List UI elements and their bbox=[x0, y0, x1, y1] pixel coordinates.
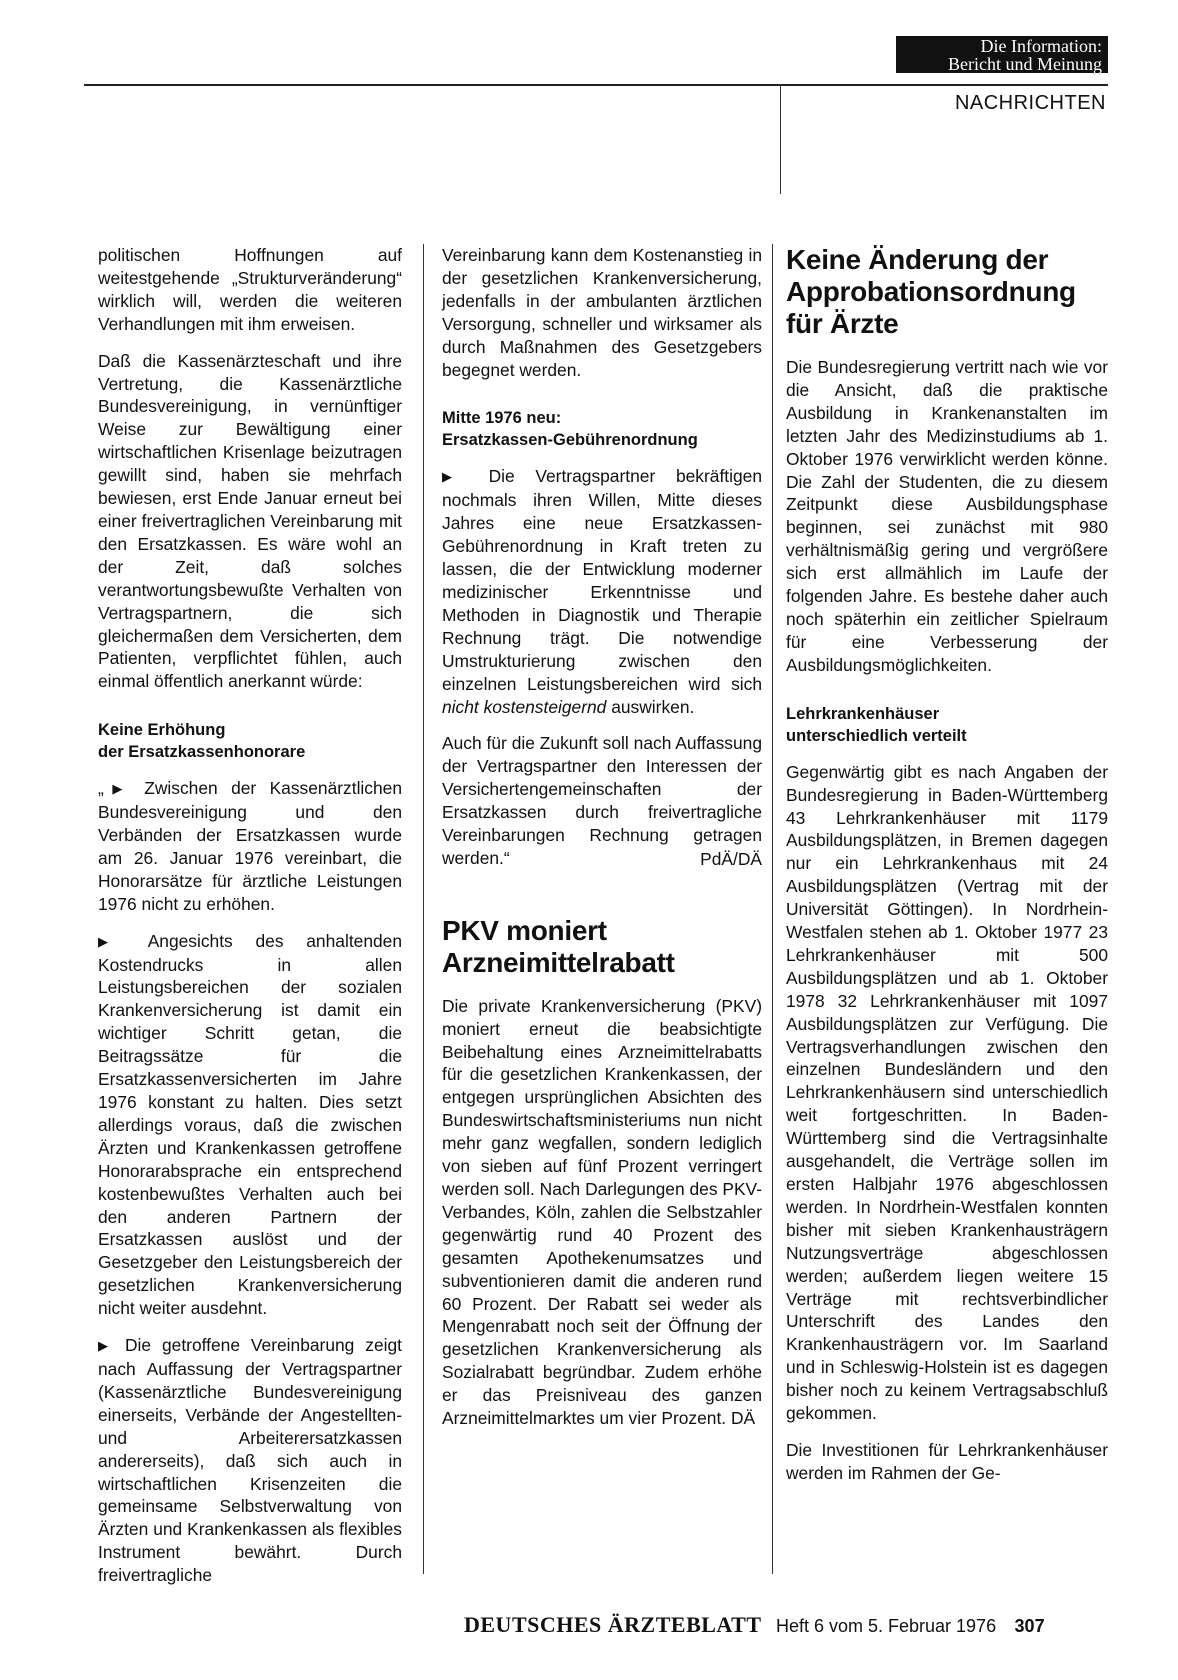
paragraph: Vereinbarung kann dem Kostenanstieg in der gesetzlichen Krankenversicherung, jedenfalls in der ambulanten ärztlichen Versorgung, schneller und wirksamer als durch Maßnahmen des Gesetzgebers begegnet werden. bbox=[442, 245, 762, 380]
paragraph: Die Bundesregierung vertritt nach wie vor die Ansicht, daß die praktische Ausbildung in Krankenanstalten im letzten Jahr des Medizinstudiums ab 1. Oktober 1976 verwirklicht werden könne. Die Zahl der Studenten, die zu diesem Zeitpunkt diese Ausbildungsphase beginnen, sei zunächst mit 980 verhältnismäßig gering und vergrößere sich erst allmählich im Laufe der folgenden Jahre. Es bestehe daher auch noch späterhin ein zeitlicher Spielraum für eine Verbesserung der Ausbildungsmöglichkeiten. bbox=[786, 357, 1108, 675]
journal-title: DEUTSCHES ÄRZTEBLATT bbox=[464, 1612, 762, 1637]
section-label-line2: Bericht und Meinung bbox=[948, 54, 1102, 74]
headline bbox=[786, 244, 1108, 340]
paragraph: Die Investitionen für Lehrkrankenhäuser werden im Rahmen der Ge- bbox=[786, 1439, 1108, 1483]
paragraph-text: auswirken. bbox=[611, 696, 695, 717]
paragraph: Daß die Kassenärzteschaft und ihre Vertretung, die Kassenärztliche Bundesvereinigung, in vernünftiger Weise zur Bewältigung einer wirtschaftlichen Krisenlage beizutragen gewillt sind, haben sie mehrfach bewiesen, erst Ende Januar erneut bei einer freivertraglichen Vereinbarung mit den Ersatzkassen. Es wäre wohl an der Zeit, daß solches verantwortungsbewußte Verhalten von Vertragspartnern, die sich gleichermaßen dem Versicherten, dem Patienten, verpflichtet fühlen, auch einmal öffentlich anerkannt würde: bbox=[98, 350, 402, 692]
paragraph-text: Auch für die Zukunft soll nach Auffassung der Vertragspartner den Interessen der Versichertengemeinschaften der Ersatzkassen durch freivertragliche Vereinbarungen Rechnung getragen werden.“ bbox=[442, 733, 762, 868]
section-title: NACHRICHTEN bbox=[954, 92, 1106, 114]
headline-line: für Ärzte bbox=[786, 308, 899, 339]
subheading bbox=[98, 719, 402, 763]
headline-line: Arzneimittelrabatt bbox=[442, 946, 675, 978]
paragraph bbox=[442, 995, 762, 1430]
section-label-line1: Die Information: bbox=[980, 36, 1102, 56]
paragraph-text: Zwischen der Kassenärztlichen Bundesvereinigung und den Verbänden der Ersatzkassen wurde am 26. Januar 1976 vereinbart, die Honorarsätze für ärztliche Leistungen 1976 nicht zu erhöhen. bbox=[98, 778, 403, 914]
subheading-line: der Ersatzkassenhonorare bbox=[98, 743, 306, 762]
paragraph bbox=[442, 465, 762, 718]
paragraph-text: Die private Krankenversicherung (PKV) moniert erneut die beabsichtigte Beibehaltung eines Arzneimittelrabatts für die gesetzlichen Krankenkassen, der entgegen ursprünglichen Absichten des Bundeswirtschaftsministeriums nun nicht mehr ganz wegfallen, sondern lediglich von sieben auf fünf Prozent verringert werden soll. Nach Darlegungen des PKV-Verbandes, Köln, zahlen die Selbstzahler gegenwärtig rund 40 Prozent des gesamten Apothekenumsatzes und subventionieren damit die anderen rund 60 Prozent. Der Rabatt sei weder als Mengenrabatt noch seit der Öffnung der gesetzlichen Krankenversicherung als Sozialrabatt begründbar. Zudem erhöhe er das Preisniveau des ganzen Arzneimittelmarktes um vier Prozent. bbox=[442, 995, 762, 1429]
headline-line: Keine Änderung der bbox=[786, 244, 1049, 275]
paragraph bbox=[98, 1334, 402, 1587]
source-credit: PdÄ/DÄ bbox=[700, 848, 762, 869]
header-rule bbox=[84, 84, 1108, 86]
subheading-line: Lehrkrankenhäuser bbox=[786, 704, 940, 723]
issue-info: Heft 6 vom 5. Februar 1976 bbox=[775, 1616, 997, 1636]
header-vertical-rule bbox=[780, 84, 781, 194]
page-footer bbox=[464, 1612, 1104, 1638]
paragraph bbox=[98, 777, 402, 915]
headline-line: PKV moniert bbox=[442, 914, 607, 946]
subheading-line: Ersatzkassen-Gebührenordnung bbox=[442, 431, 698, 450]
triangle-right-icon: ▶ bbox=[442, 469, 468, 485]
subheading-line: Keine Erhöhung bbox=[98, 721, 226, 740]
subheading-line: unterschiedlich verteilt bbox=[786, 726, 967, 745]
emphasis: nicht kostensteigernd bbox=[442, 696, 607, 717]
quote-mark: „ bbox=[98, 778, 104, 799]
triangle-right-icon: ▶ bbox=[98, 933, 126, 949]
page-number: 307 bbox=[1014, 1616, 1045, 1636]
paragraph-text: Angesichts des anhaltenden Kostendrucks in allen Leistungsbereichen der sozialen Krankenversicherung ist damit ein wichtiger Schritt getan, die Beitragssätze für die Ersatzkassenversicherten im Jahre 1976 konstant zu halten. Dies setzt allerdings voraus, daß die zwischen Ärzten und Krankenkassen getroffene Honorarabsprache ein entsprechend kostenbewußtes Verhalten auch bei den anderen Partnern der Ersatzkassen auslöst und der Gesetzgeber den Leistungsbereich der gesetzlichen Krankenversicherung nicht weiter ausdehnt. bbox=[98, 930, 403, 1319]
paragraph: politischen Hoffnungen auf weitestgehende „Strukturveränderung“ wirklich will, werden die weiteren Verhandlungen mit ihm erweisen. bbox=[98, 245, 402, 334]
column-2 bbox=[442, 244, 762, 1444]
paragraph-text: Die Vertragspartner bekräftigen nochmals ihren Willen, Mitte dieses Jahres eine neue Ersatzkassen-Gebührenordnung in Kraft treten zu lassen, die der Entwicklung moderner medizinischer Erkenntnisse und Methoden in Diagnostik und Therapie Rechnung trägt. Die notwendige Umstrukturierung zwischen den einzelnen Leistungsbereichen wird sich bbox=[442, 466, 762, 694]
headline-line: Approbationsordnung bbox=[786, 276, 1076, 307]
section-label-box bbox=[896, 36, 1108, 73]
paragraph-text: Die getroffene Vereinbarung zeigt nach Auffassung der Vertragspartner (Kassenärztliche Bundesvereinigung einerseits, Verbände der Angestellten- und Arbeiterersatzkassen andererseits), daß sich auch in wirtschaftlichen Krisenzeiten die gemeinsame Selbstverwaltung von Ärzten und Krankenkassen als flexibles Instrument bewährt. Durch freivertragliche bbox=[98, 1335, 402, 1586]
triangle-right-icon: ▶ bbox=[103, 781, 131, 797]
column-1 bbox=[98, 244, 402, 1601]
column-3 bbox=[786, 244, 1108, 1499]
paragraph: Gegenwärtig gibt es nach Angaben der Bundesregierung in Baden-Württemberg 43 Lehrkrankenhäuser mit 1179 Ausbildungsplätzen, in Bremen dagegen nur ein Lehrkrankenhaus mit 24 Ausbildungsplätzen (Vertrag mit der Universität Göttingen). In Nordrhein-Westfalen stehen ab 1. Oktober 1977 23 Lehrkrankenhäuser mit 500 Ausbildungsplätzen und ab 1. Oktober 1978 32 Lehrkrankenhäuser mit 1097 Ausbildungsplätzen zur Verfügung. Die Vertragsverhandlungen zwischen den einzelnen Bundesländern und den Lehrkrankenhäusern sind unterschiedlich weit fortgeschritten. In Baden-Württemberg sind die Vertragsinhalte ausgehandelt, die Verträge sollen im ersten Halbjahr 1976 abgeschlossen werden. In Nordrhein-Westfalen konnten bisher mit sieben Krankenhausträgern Nutzungsverträge abgeschlossen werden; außerdem liegen weitere 15 Verträge mit rechtsverbindlicher Unterschrift des Landes den Krankenhausträgern vor. Im Saarland und in Schleswig-Holstein ist es dagegen bisher noch zu keinem Vertragsabschluß gekommen. bbox=[786, 761, 1108, 1424]
column-divider-2 bbox=[772, 244, 773, 1574]
subheading bbox=[442, 407, 762, 451]
source-credit: DÄ bbox=[730, 1408, 756, 1429]
triangle-right-icon: ▶ bbox=[98, 1338, 115, 1354]
paragraph bbox=[98, 930, 402, 1320]
subheading-line: Mitte 1976 neu: bbox=[442, 409, 562, 428]
column-divider-1 bbox=[423, 244, 424, 1574]
headline bbox=[442, 915, 762, 979]
subheading bbox=[786, 703, 1108, 747]
